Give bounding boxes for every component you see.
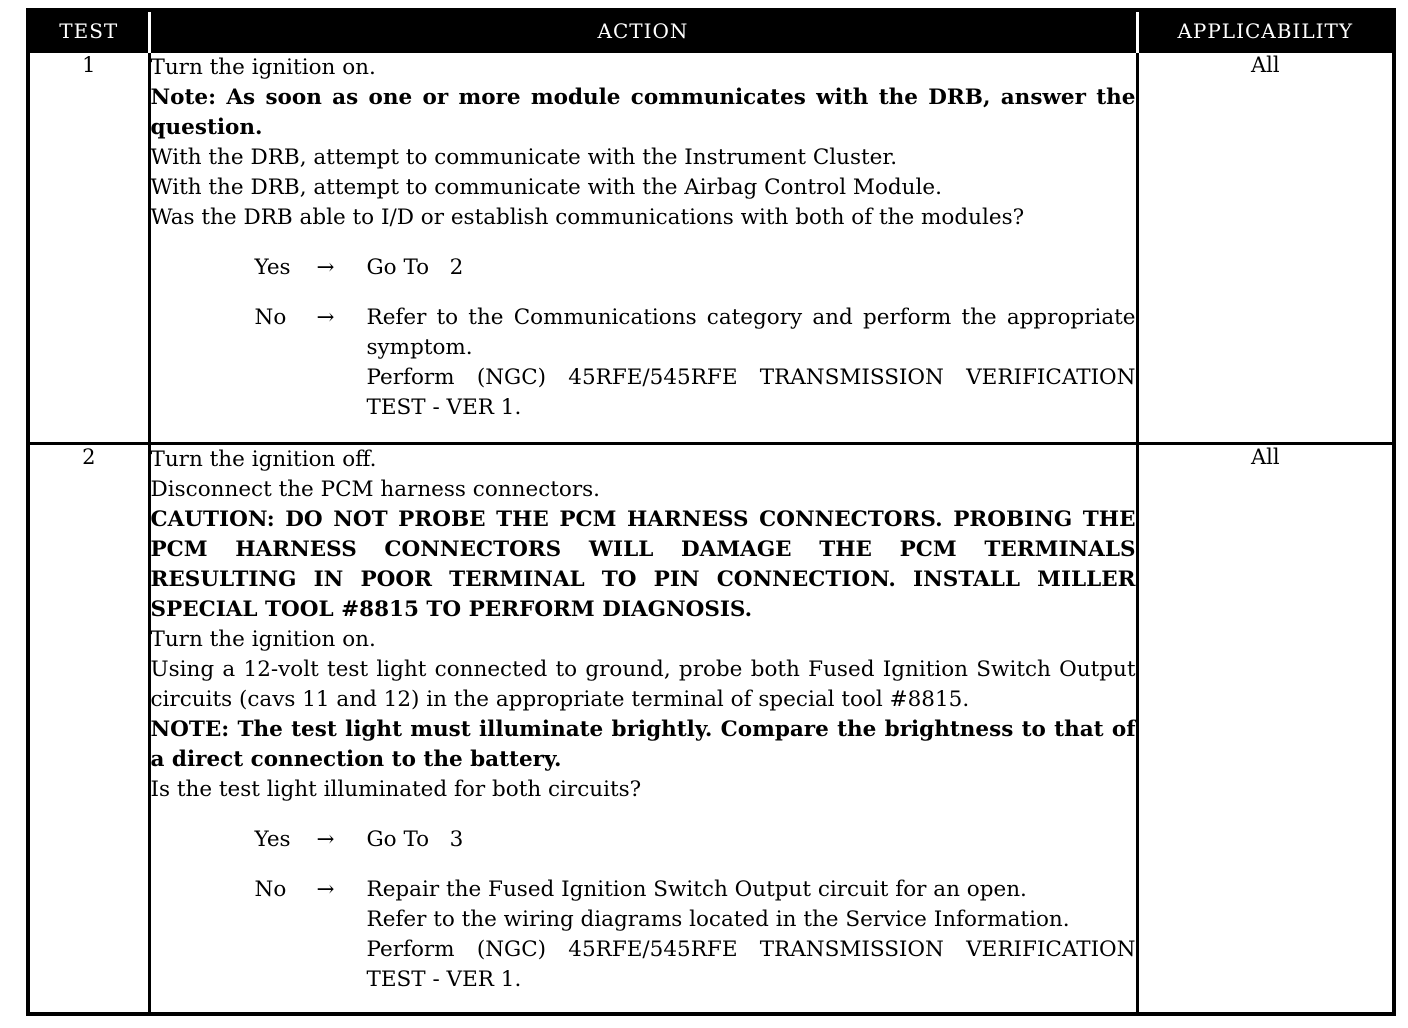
arrow-icon: → (316, 827, 335, 852)
step-text: Turn the ignition on. (150, 627, 376, 652)
step-text: Turn the ignition off. (150, 447, 377, 472)
caution-text: CAUTION: DO NOT PROBE THE PCM HARNESS CONNECTORS. PROBING THE PCM HARNESS CONNECTORS WILL DAMAGE THE PCM TERMINALS RESULTING IN POOR TERMINAL TO PIN CONNECTION. INSTALL MILLER SPECIAL TOOL #8815 TO PERFORM DIAGNOSIS. (150, 507, 1136, 622)
applicability-value: All (1137, 444, 1394, 1015)
no-result-line: Perform (NGC) 45RFE/545RFE TRANSMISSION VERIFICATION TEST - VER 1. (366, 365, 1136, 420)
step-text: With the DRB, attempt to communicate with the Instrument Cluster. (150, 145, 898, 170)
yes-result: Go To 3 (366, 827, 464, 852)
no-branch (255, 875, 1136, 995)
question-text: Is the test light illuminated for both circuits? (150, 777, 642, 802)
no-result-line: Repair the Fused Ignition Switch Output circuit for an open. (366, 877, 1027, 902)
header-action: ACTION (149, 10, 1137, 52)
test-number: 2 (28, 444, 149, 1015)
no-branch (255, 303, 1136, 423)
action-cell (149, 444, 1137, 1015)
no-result (367, 303, 1136, 423)
no-result-line: Refer to the wiring diagrams located in the Service Information. (366, 907, 1070, 932)
no-result (367, 875, 1136, 995)
table-header-row (28, 10, 1394, 52)
test-number: 1 (28, 52, 149, 444)
yes-label: Yes (254, 255, 291, 280)
diagnostic-test-table (26, 8, 1396, 1016)
action-cell (149, 52, 1137, 444)
step-text: Turn the ignition on. (150, 55, 376, 80)
note-text: NOTE: The test light must illuminate brightly. Compare the brightness to that of a direct connection to the battery. (150, 717, 1136, 772)
arrow-icon: → (316, 305, 335, 330)
no-label: No (254, 305, 287, 330)
yes-result: Go To 2 (366, 255, 464, 280)
arrow-icon: → (316, 877, 335, 902)
no-result-line: Perform (NGC) 45RFE/545RFE TRANSMISSION VERIFICATION TEST - VER 1. (366, 937, 1136, 992)
no-result-line: Refer to the Communications category and perform the appropriate symptom. (366, 305, 1136, 360)
table-row (28, 444, 1394, 1015)
note-text: Note: As soon as one or more module communicates with the DRB, answer the question. (150, 85, 1136, 140)
yes-label: Yes (254, 827, 291, 852)
step-text: Using a 12-volt test light connected to ground, probe both Fused Ignition Switch Output circuits (cavs 11 and 12) in the appropriate terminal of special tool #8815. (150, 657, 1136, 712)
yes-branch (255, 825, 1136, 855)
header-test: TEST (28, 10, 149, 52)
step-text: Disconnect the PCM harness connectors. (150, 477, 600, 502)
applicability-value: All (1137, 52, 1394, 444)
header-applicability: APPLICABILITY (1137, 10, 1394, 52)
step-text: With the DRB, attempt to communicate with the Airbag Control Module. (150, 175, 942, 200)
arrow-icon: → (316, 255, 335, 280)
no-label: No (254, 877, 287, 902)
table-row (28, 52, 1394, 444)
question-text: Was the DRB able to I/D or establish communications with both of the modules? (150, 205, 1025, 230)
yes-branch (255, 253, 1136, 283)
